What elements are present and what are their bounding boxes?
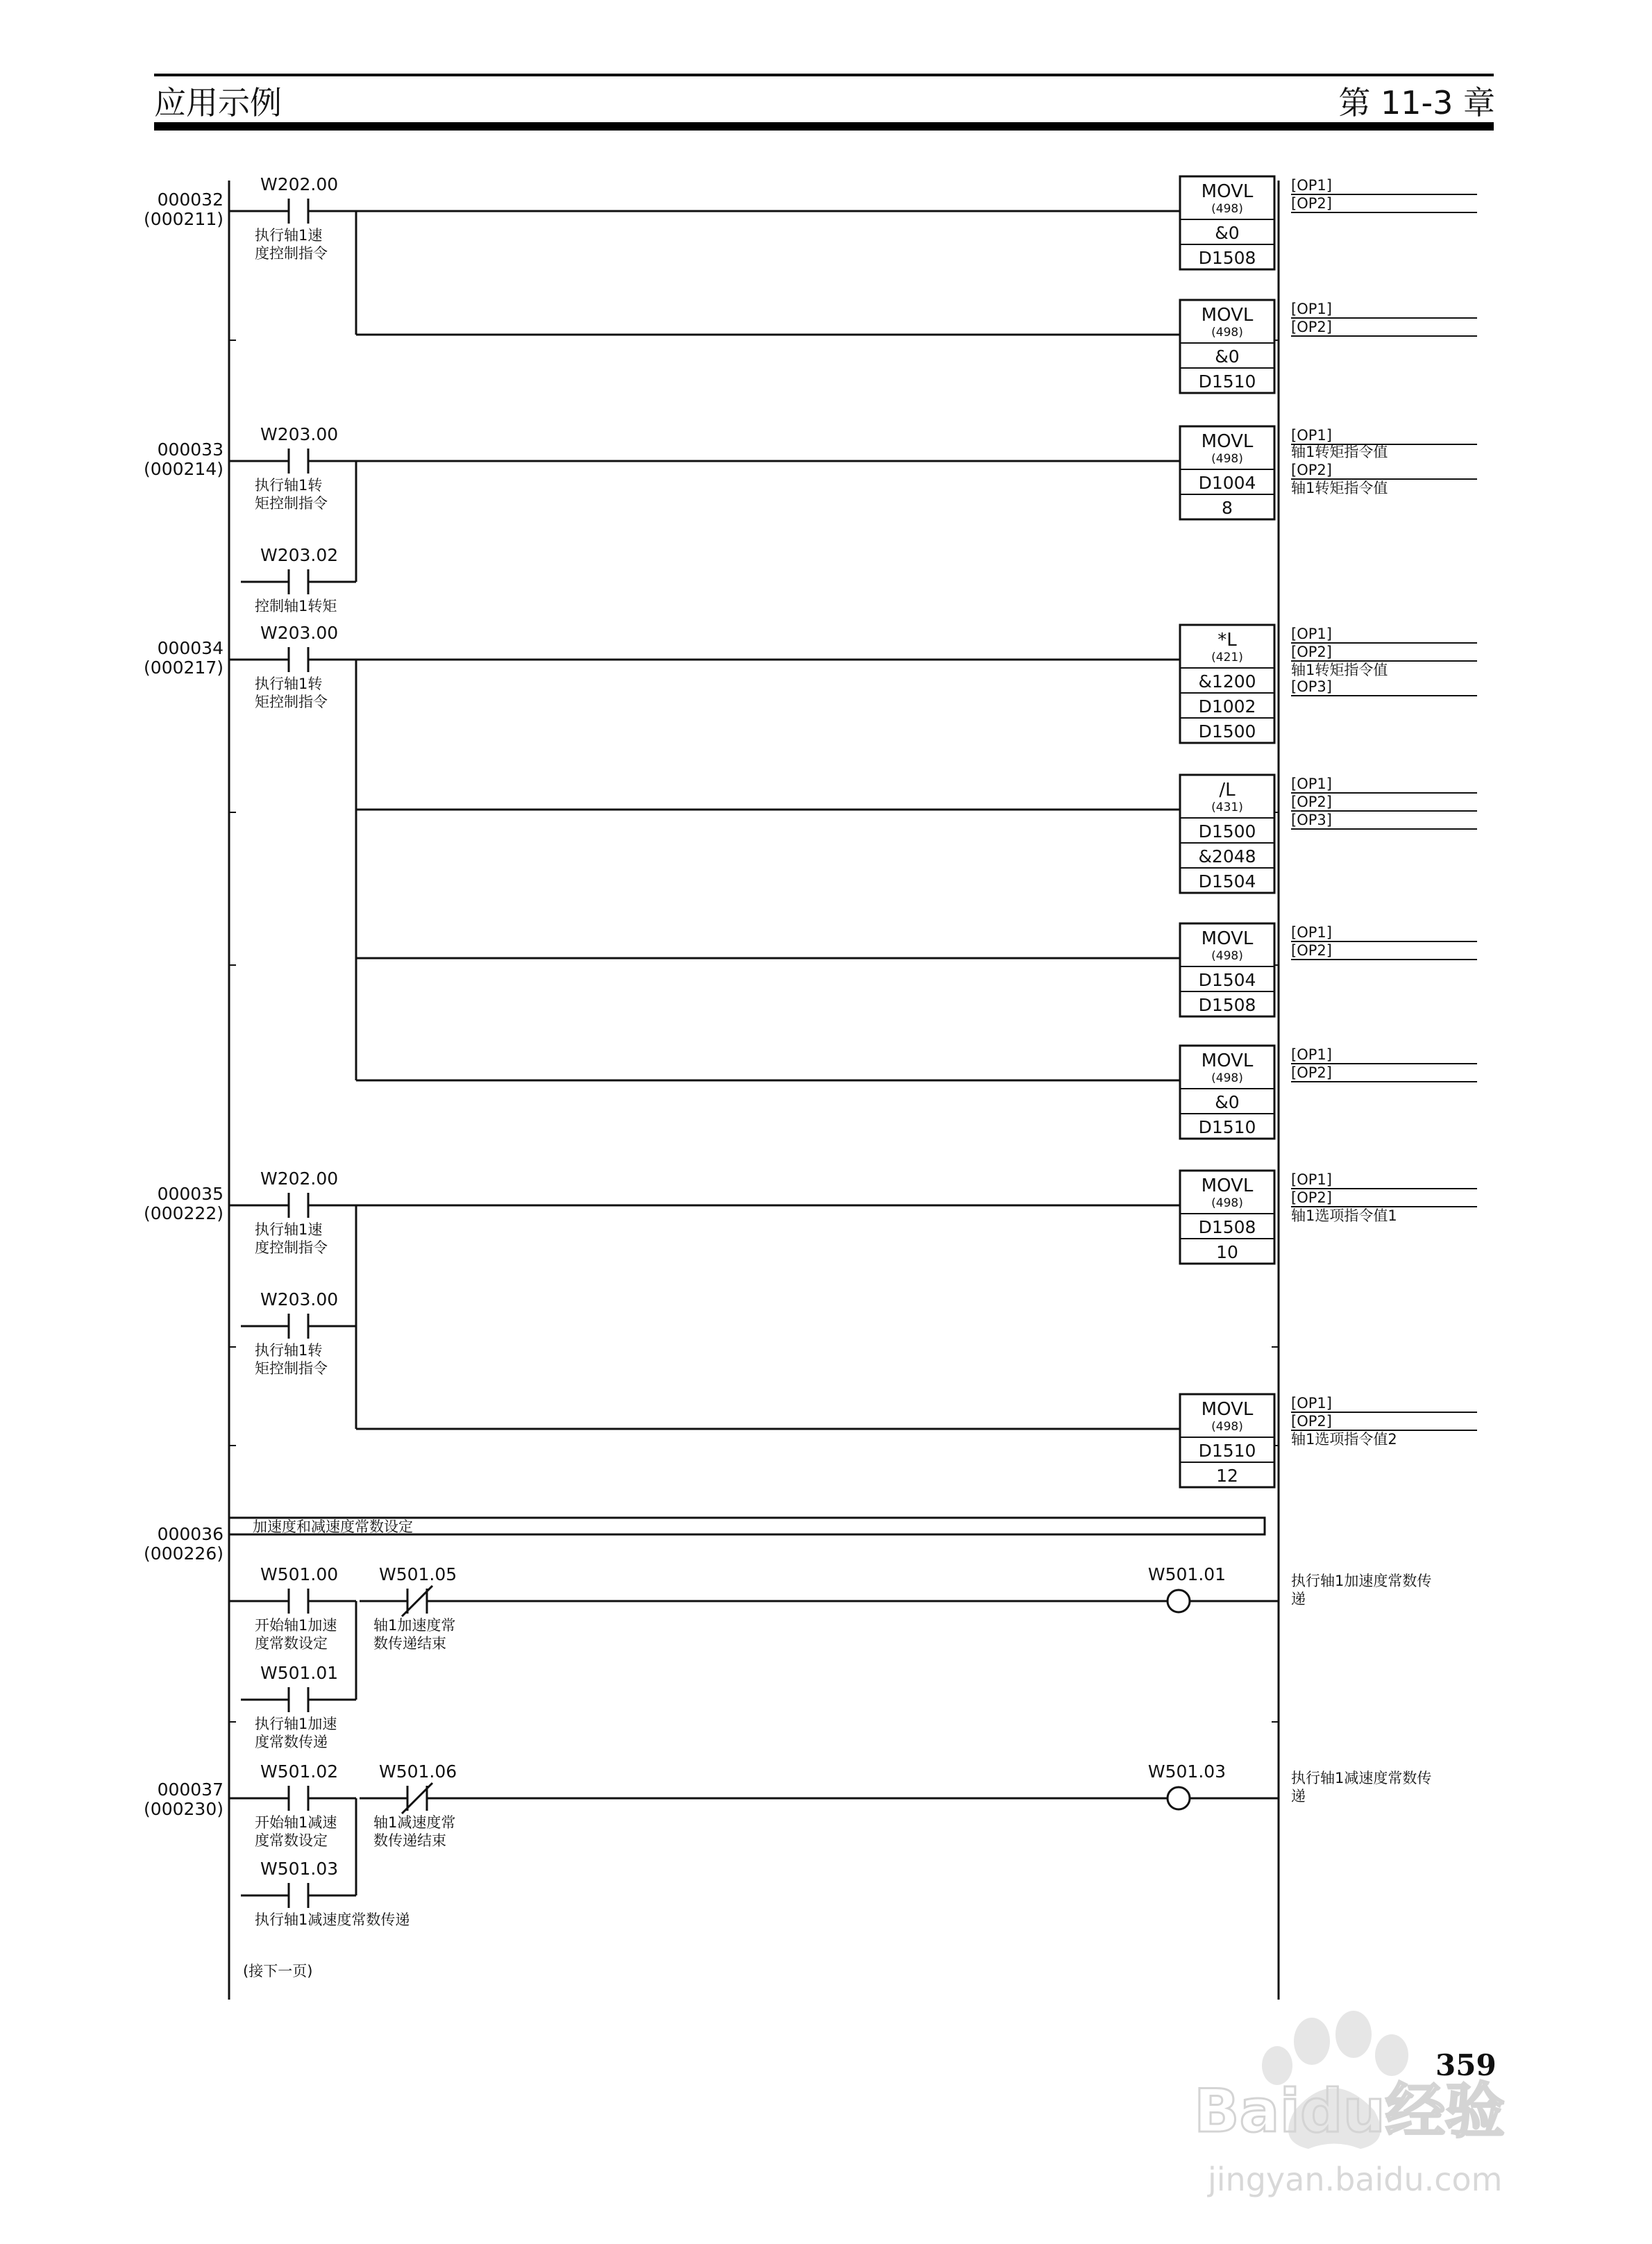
operand-label: [OP2] xyxy=(1291,462,1332,478)
operand-label: [OP2] xyxy=(1291,1064,1332,1081)
contact-comment: 开始轴1加速 xyxy=(255,1617,337,1634)
contact-address: W501.00 xyxy=(260,1564,339,1584)
instruction-operand: D1004 xyxy=(1198,473,1256,493)
instruction-code: (498) xyxy=(1211,949,1243,963)
instruction-operand: 8 xyxy=(1222,498,1233,518)
contact-comment: 度常数设定 xyxy=(255,1635,328,1652)
coil-comment: 执行轴1减速度常数传 xyxy=(1291,1770,1432,1786)
operand-label: [OP2] xyxy=(1291,195,1332,212)
instruction-mnemonic: MOVL xyxy=(1201,1399,1254,1420)
instruction-mnemonic: *L xyxy=(1217,630,1237,651)
coil-address: W501.01 xyxy=(1147,1564,1227,1584)
rung-step-number: (000217) xyxy=(144,658,224,678)
watermark-brand: Baidu经验 xyxy=(1194,2077,1505,2146)
instruction-operand: &0 xyxy=(1215,346,1240,367)
instruction-operand: &2048 xyxy=(1198,846,1256,866)
rung-step-number: (000211) xyxy=(144,209,224,229)
contact-address: W203.02 xyxy=(260,545,339,565)
instruction-operand: D1002 xyxy=(1198,696,1256,717)
contact-address: W501.01 xyxy=(260,1663,339,1683)
section-title: 应用示例 xyxy=(154,84,282,122)
contact-address: W501.02 xyxy=(260,1761,339,1782)
contact-comment: 执行轴1转 xyxy=(255,1342,323,1359)
instruction-operand: D1508 xyxy=(1198,1217,1256,1237)
nc-contact-address: W501.05 xyxy=(379,1564,457,1584)
instruction-operand: D1508 xyxy=(1198,248,1256,268)
rung-step-number: (000214) xyxy=(144,459,224,479)
chapter-label: 第 11-3 章 xyxy=(1338,84,1495,122)
coil-address: W501.03 xyxy=(1147,1761,1227,1782)
instruction-operand: D1510 xyxy=(1198,1117,1256,1137)
operand-label: [OP2] xyxy=(1291,319,1332,335)
contact-comment: 度控制指令 xyxy=(255,245,328,262)
operand-comment: 轴1转矩指令值 xyxy=(1291,444,1388,460)
operand-comment: 轴1选项指令值1 xyxy=(1291,1207,1397,1224)
instruction-code: (498) xyxy=(1211,452,1243,466)
rung-step-number: (000222) xyxy=(144,1203,224,1223)
rung-address: 000032 xyxy=(157,190,224,210)
rung-address: 000035 xyxy=(157,1184,224,1204)
contact-address: W203.00 xyxy=(260,424,339,444)
operand-label: [OP1] xyxy=(1291,177,1332,194)
contact-comment: 矩控制指令 xyxy=(255,495,328,512)
contact-address: W202.00 xyxy=(260,1169,339,1189)
instruction-operand: D1504 xyxy=(1198,871,1256,891)
instruction-operand: D1510 xyxy=(1198,1441,1256,1461)
operand-label: [OP1] xyxy=(1291,626,1332,642)
instruction-mnemonic: /L xyxy=(1219,780,1236,801)
coil-comment: 递 xyxy=(1291,1591,1306,1607)
rung-address: 000034 xyxy=(157,638,224,658)
operand-label: [OP3] xyxy=(1291,812,1332,828)
operand-label: [OP2] xyxy=(1291,942,1332,959)
contact-address: W202.00 xyxy=(260,174,339,194)
rung-address: 000037 xyxy=(157,1780,224,1800)
contact-comment: 数传递结束 xyxy=(373,1832,446,1849)
watermark-url: jingyan.baidu.com xyxy=(1208,2161,1503,2198)
operand-label: [OP2] xyxy=(1291,644,1332,660)
instruction-mnemonic: MOVL xyxy=(1201,928,1254,949)
operand-label: [OP2] xyxy=(1291,794,1332,810)
contact-comment: 矩控制指令 xyxy=(255,694,328,710)
contact-comment: 轴1加速度常 xyxy=(373,1617,456,1634)
instruction-operand: &0 xyxy=(1215,223,1240,243)
operand-label: [OP1] xyxy=(1291,1171,1332,1188)
contact-comment: 执行轴1转 xyxy=(255,477,323,494)
rung-address: 000033 xyxy=(157,439,224,460)
operand-label: [OP1] xyxy=(1291,1046,1332,1063)
instruction-mnemonic: MOVL xyxy=(1201,1050,1254,1071)
baidu-watermark-logo xyxy=(1152,2000,1541,2208)
operand-label: [OP1] xyxy=(1291,924,1332,941)
contact-comment: 数传递结束 xyxy=(373,1635,446,1652)
instruction-code: (498) xyxy=(1211,1196,1243,1210)
instruction-operand: &1200 xyxy=(1198,671,1256,692)
operand-label: [OP2] xyxy=(1291,1189,1332,1206)
instruction-operand: D1500 xyxy=(1198,721,1256,742)
operand-label: [OP1] xyxy=(1291,776,1332,792)
contact-comment: 度控制指令 xyxy=(255,1239,328,1256)
page-number: 359 xyxy=(1435,2048,1497,2082)
instruction-operand: D1500 xyxy=(1198,821,1256,841)
instruction-operand: 10 xyxy=(1216,1242,1238,1262)
instruction-code: (431) xyxy=(1211,801,1243,814)
contact-comment: 度常数设定 xyxy=(255,1832,328,1849)
section-comment: 加速度和减速度常数设定 xyxy=(253,1518,413,1535)
operand-comment: 轴1转矩指令值 xyxy=(1291,480,1388,496)
contact-comment: 开始轴1减速 xyxy=(255,1814,337,1831)
operand-label: [OP1] xyxy=(1291,1395,1332,1412)
operand-comment: 轴1转矩指令值 xyxy=(1291,662,1388,678)
instruction-code: (421) xyxy=(1211,651,1243,664)
operand-comment: 轴1选项指令值2 xyxy=(1291,1431,1397,1448)
output-coil xyxy=(1168,1787,1190,1809)
instruction-code: (498) xyxy=(1211,1071,1243,1085)
nc-contact-address: W501.06 xyxy=(379,1761,457,1782)
contact-comment: 执行轴1速 xyxy=(255,1221,323,1238)
instruction-operand: D1508 xyxy=(1198,995,1256,1015)
rung-step-number: (000226) xyxy=(144,1543,224,1564)
instruction-operand: D1504 xyxy=(1198,970,1256,990)
operand-label: [OP2] xyxy=(1291,1413,1332,1430)
instruction-operand: D1510 xyxy=(1198,371,1256,392)
continued-note: (接下一页) xyxy=(243,1963,313,1979)
instruction-operand: 12 xyxy=(1216,1466,1238,1486)
contact-address: W501.03 xyxy=(260,1859,339,1879)
instruction-mnemonic: MOVL xyxy=(1201,431,1254,452)
instruction-mnemonic: MOVL xyxy=(1201,305,1254,326)
contact-address: W203.00 xyxy=(260,623,339,643)
contact-comment: 控制轴1转矩 xyxy=(255,598,337,614)
contact-comment: 矩控制指令 xyxy=(255,1360,328,1377)
contact-address: W203.00 xyxy=(260,1289,339,1309)
contact-comment: 轴1减速度常 xyxy=(373,1814,456,1831)
contact-comment: 执行轴1转 xyxy=(255,676,323,692)
rung-step-number: (000230) xyxy=(144,1799,224,1819)
contact-comment: 执行轴1加速 xyxy=(255,1716,337,1732)
instruction-operand: &0 xyxy=(1215,1092,1240,1112)
operand-label: [OP3] xyxy=(1291,678,1332,695)
coil-comment: 递 xyxy=(1291,1788,1306,1805)
instruction-code: (498) xyxy=(1211,202,1243,216)
output-coil xyxy=(1168,1590,1190,1612)
contact-comment: 执行轴1减速度常数传递 xyxy=(255,1911,410,1928)
instruction-code: (498) xyxy=(1211,1420,1243,1434)
operand-label: [OP1] xyxy=(1291,427,1332,444)
coil-comment: 执行轴1加速度常数传 xyxy=(1291,1573,1432,1589)
contact-comment: 执行轴1速 xyxy=(255,227,323,244)
contact-comment: 度常数传递 xyxy=(255,1734,328,1750)
instruction-mnemonic: MOVL xyxy=(1201,1175,1254,1196)
rung-address: 000036 xyxy=(157,1524,224,1544)
instruction-code: (498) xyxy=(1211,326,1243,340)
instruction-mnemonic: MOVL xyxy=(1201,181,1254,202)
operand-label: [OP1] xyxy=(1291,301,1332,317)
